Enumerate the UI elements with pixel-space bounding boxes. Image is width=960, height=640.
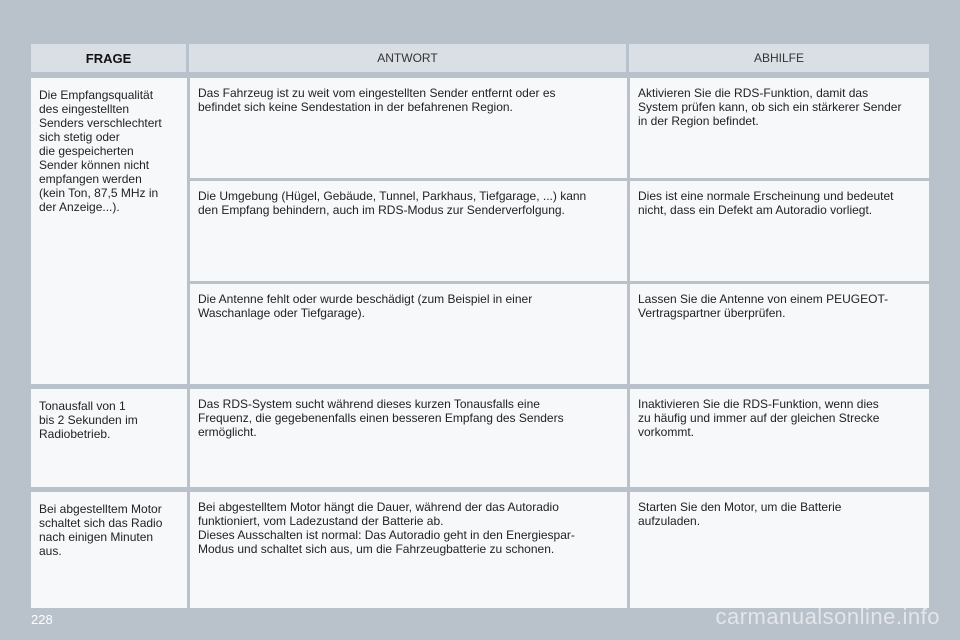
table-row [190,181,929,281]
question-cell: Tonausfall von 1 bis 2 Sekunden im Radiobetrieb. [31,389,187,487]
table-row [190,389,929,487]
header-frage: FRAGE [31,44,189,72]
table-block [31,389,929,487]
page-number: 228 [31,612,53,627]
answer-cell: Das RDS-System sucht während dieses kurzen Tonausfalls eine Frequenz, die gegebenenfalls einen besseren Empfang des Senders ermöglicht. [190,389,627,487]
table-row [190,492,929,608]
fix-cell: Inaktivieren Sie die RDS-Funktion, wenn dies zu häufig und immer auf der gleichen Strecke vorkommt. [630,389,929,487]
table-block [31,492,929,608]
question-cell: Bei abgestelltem Motor schaltet sich das Radio nach einigen Minuten aus. [31,492,187,608]
fix-cell: Lassen Sie die Antenne von einem PEUGEOT- Vertragspartner überprüfen. [630,284,929,384]
header-abhilfe: ABHILFE [629,44,929,72]
fix-cell: Dies ist eine normale Erscheinung und bedeutet nicht, dass ein Defekt am Autoradio vorliegt. [630,181,929,281]
table-header [31,44,929,72]
table-row [190,78,929,178]
answer-cell: Bei abgestelltem Motor hängt die Dauer, während der das Autoradio funktioniert, vom Ladezustand der Batterie ab. Dieses Ausschalten ist normal: Das Autoradio geht in den Energiespar- Modus und schaltet sich aus, um die Fahrzeugbatterie zu schonen. [190,492,627,608]
answer-cell: Die Umgebung (Hügel, Gebäude, Tunnel, Parkhaus, Tiefgarage, ...) kann den Empfang behindern, auch im RDS-Modus zur Senderverfolgung. [190,181,627,281]
question-cell: Die Empfangsqualität des eingestellten Senders verschlechtert sich stetig oder die gespeicherten Sender können nicht empfangen werden (kein Ton, 87,5 MHz in der Anzeige...). [31,78,187,384]
fix-cell: Starten Sie den Motor, um die Batterie aufzuladen. [630,492,929,608]
watermark: carmanualsonline.info [715,604,940,629]
header-antwort: ANTWORT [189,44,629,72]
table-block [31,78,929,384]
answer-cell: Das Fahrzeug ist zu weit vom eingestellten Sender entfernt oder es befindet sich keine Sendestation in der befahrenen Region. [190,78,627,178]
answer-cell: Die Antenne fehlt oder wurde beschädigt (zum Beispiel in einer Waschanlage oder Tiefgarage). [190,284,627,384]
fix-cell: Aktivieren Sie die RDS-Funktion, damit das System prüfen kann, ob sich ein stärkerer Sender in der Region befindet. [630,78,929,178]
table-row [190,284,929,384]
